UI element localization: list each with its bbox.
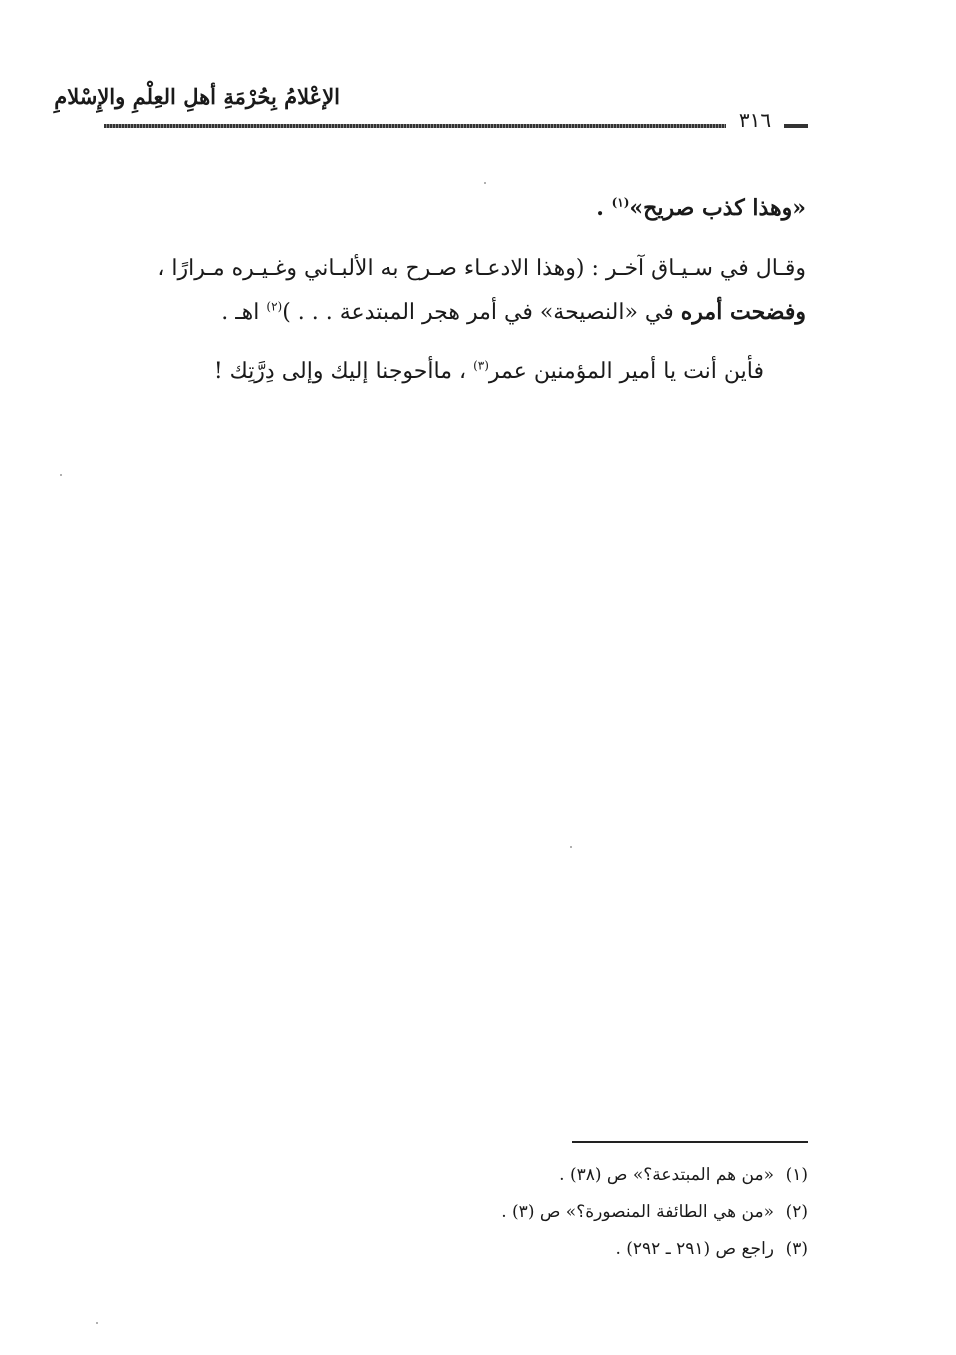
body-line-3 xyxy=(221,297,806,328)
footnote-ref-1: (١) xyxy=(611,195,630,210)
page-number: ٣١٦ xyxy=(738,108,772,132)
scan-speck xyxy=(60,474,62,476)
line-end: ، ماأحوجنا إليك وإلى دِرَّتِك ! xyxy=(213,359,474,384)
footnote-number: (٢) xyxy=(785,1202,808,1222)
footnote-ref-2: (٢) xyxy=(266,299,283,314)
quote-text: «وهذا كذب صريح» xyxy=(629,195,806,221)
footnote-text: «من هم المبتدعة؟» ص (٣٨) . xyxy=(559,1165,774,1185)
bold-phrase: وفضحت أمره xyxy=(680,299,806,325)
footnote-number: (١) xyxy=(785,1165,808,1185)
body-line-4 xyxy=(214,357,764,387)
footnote-text: راجع ص (٢٩١ ـ ٢٩٢) . xyxy=(615,1239,774,1259)
footnote-ref-3: (٣) xyxy=(473,358,489,373)
line-text: فأين أنت يا أمير المؤمنين عمر xyxy=(488,359,764,384)
footnote-separator xyxy=(572,1141,808,1143)
body-line-1 xyxy=(596,193,806,223)
body-line-2: وقـال في سـيـاق آخـر : (وهذا الادعـاء صـرح به الألبـاني وغـيـره مـرارًا ، xyxy=(157,256,806,281)
scan-speck xyxy=(570,846,572,848)
scan-speck xyxy=(484,182,486,184)
running-title: الإعْلامُ بِحُرْمَةِ أهلِ العِلْمِ والإِسْلامِ xyxy=(54,84,340,109)
scan-speck xyxy=(96,1322,98,1324)
line-end: . xyxy=(596,195,612,221)
header-rule-end xyxy=(784,124,808,128)
footnote-number: (٣) xyxy=(785,1239,808,1259)
line-text: في «النصيحة» في أمر هجر المبتدعة . . . ) xyxy=(282,300,681,325)
footnote-3 xyxy=(615,1237,808,1261)
footnote-1 xyxy=(559,1163,808,1187)
header-rule xyxy=(104,124,726,128)
footnote-2 xyxy=(501,1200,808,1224)
footnote-text: «من هي الطائفة المنصورة؟» ص (٣) . xyxy=(501,1202,774,1222)
line-end: اهـ . xyxy=(221,300,267,325)
